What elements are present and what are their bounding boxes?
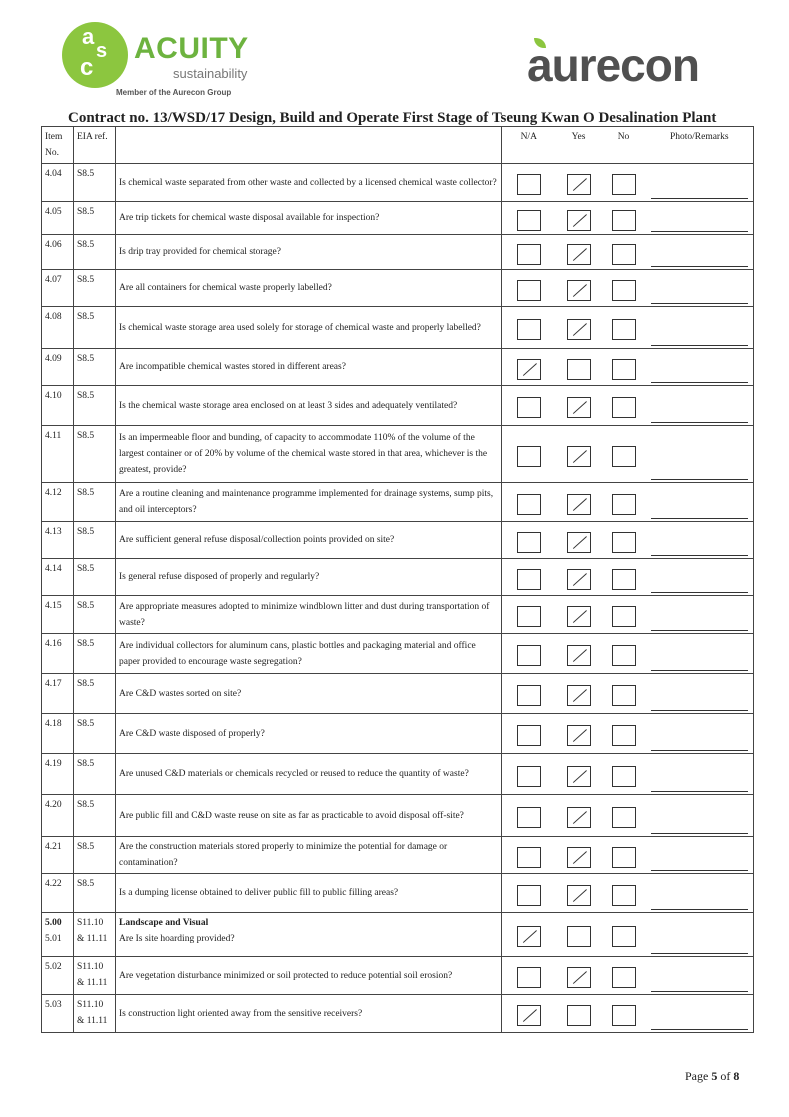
remarks-cell <box>646 559 754 596</box>
table-row <box>42 874 754 913</box>
item-number: 4.14 <box>42 559 74 596</box>
eia-ref: S8.5 <box>74 270 116 307</box>
item-number: 5.03 <box>42 995 74 1033</box>
eia-ref: S8.5 <box>74 164 116 202</box>
table-row <box>42 559 754 596</box>
page-number <box>685 1069 739 1084</box>
table-row <box>42 522 754 559</box>
checkbox-no[interactable] <box>612 532 636 553</box>
question-text: Are sufficient general refuse disposal/collection points provided on site? <box>116 522 502 559</box>
no-cell <box>602 386 646 426</box>
no-cell <box>602 307 646 349</box>
yes-cell <box>556 795 602 837</box>
yes-cell <box>556 559 602 596</box>
checkbox-yes-checked[interactable] <box>567 244 591 265</box>
yes-cell <box>556 995 602 1033</box>
no-cell <box>602 596 646 634</box>
question-text: Are trip tickets for chemical waste disposal available for inspection? <box>116 202 502 235</box>
no-cell <box>602 957 646 995</box>
eia-ref: S8.5 <box>74 307 116 349</box>
table-row <box>42 754 754 795</box>
remarks-line[interactable] <box>651 402 749 423</box>
checkbox-yes-checked[interactable] <box>567 397 591 418</box>
question-text: Is general refuse disposed of properly and regularly? <box>116 559 502 596</box>
table-row <box>42 235 754 270</box>
table-row <box>42 957 754 995</box>
section-number: 5.00 <box>45 918 62 928</box>
remarks-line[interactable] <box>651 971 749 992</box>
checkbox-na[interactable] <box>517 494 541 515</box>
checkbox-no[interactable] <box>612 359 636 380</box>
acuity-member-line: Member of the Aurecon Group <box>116 88 232 97</box>
checkbox-na[interactable] <box>517 645 541 666</box>
no-cell <box>602 634 646 674</box>
col-no-header: No <box>602 127 646 164</box>
remarks-cell <box>646 754 754 795</box>
checkbox-na-checked[interactable] <box>517 926 541 947</box>
section-heading: Landscape and Visual <box>119 918 209 928</box>
remarks-cell <box>646 349 754 386</box>
yes-cell <box>556 164 602 202</box>
question-text: Are individual collectors for aluminum cans, plastic bottles and packaging material and office paper provided to encourage waste segregation? <box>116 634 502 674</box>
checkbox-yes[interactable] <box>567 1005 591 1026</box>
page-current: 5 <box>711 1069 718 1083</box>
acuity-logo <box>62 22 282 102</box>
checkbox-no[interactable] <box>612 606 636 627</box>
remarks-cell <box>646 386 754 426</box>
no-cell <box>602 714 646 754</box>
yes-cell <box>556 349 602 386</box>
acuity-tagline: sustainability <box>173 66 248 81</box>
table-row <box>42 837 754 874</box>
yes-cell <box>556 202 602 235</box>
checkbox-yes[interactable] <box>567 359 591 380</box>
question-text: Are unused C&D materials or chemicals recycled or reused to reduce the quantity of waste? <box>116 754 502 795</box>
checkbox-no[interactable] <box>612 847 636 868</box>
remarks-line[interactable] <box>651 572 749 593</box>
checkbox-yes-checked[interactable] <box>567 766 591 787</box>
checkbox-yes-checked[interactable] <box>567 319 591 340</box>
checkbox-na[interactable] <box>517 885 541 906</box>
remarks-cell <box>646 307 754 349</box>
no-cell <box>602 202 646 235</box>
remarks-line[interactable] <box>651 211 749 232</box>
eia-ref: S8.5 <box>74 426 116 483</box>
yes-cell <box>556 874 602 913</box>
item-number: 4.15 <box>42 596 74 634</box>
yes-cell <box>556 837 602 874</box>
yes-cell <box>556 426 602 483</box>
question-text: Is chemical waste separated from other waste and collected by a licensed chemical waste collector? <box>116 164 502 202</box>
no-cell <box>602 995 646 1033</box>
item-number: 4.19 <box>42 754 74 795</box>
checkbox-no[interactable] <box>612 967 636 988</box>
no-cell <box>602 913 646 957</box>
na-cell <box>502 559 556 596</box>
remarks-cell <box>646 913 754 957</box>
table-header-row <box>42 127 754 164</box>
yes-cell <box>556 714 602 754</box>
question-text: Are all containers for chemical waste properly labelled? <box>116 270 502 307</box>
checkbox-yes-checked[interactable] <box>567 725 591 746</box>
item-number <box>42 913 74 957</box>
item-number-text: 5.01 <box>45 934 62 944</box>
checkbox-yes-checked[interactable] <box>567 446 591 467</box>
question-text: Is drip tray provided for chemical storage? <box>116 235 502 270</box>
remarks-line[interactable] <box>651 498 749 519</box>
table-row <box>42 164 754 202</box>
checkbox-na[interactable] <box>517 446 541 467</box>
table-row <box>42 596 754 634</box>
table-row <box>42 386 754 426</box>
page-total: 8 <box>733 1069 740 1083</box>
item-number: 4.22 <box>42 874 74 913</box>
na-cell <box>502 957 556 995</box>
checkbox-yes-checked[interactable] <box>567 967 591 988</box>
checkbox-na[interactable] <box>517 532 541 553</box>
checkbox-yes-checked[interactable] <box>567 807 591 828</box>
remarks-line[interactable] <box>651 535 749 556</box>
checkbox-no[interactable] <box>612 244 636 265</box>
item-number: 4.06 <box>42 235 74 270</box>
eia-ref: S11.10 & 11.11 <box>74 957 116 995</box>
table-row <box>42 483 754 522</box>
no-cell <box>602 522 646 559</box>
checkbox-no[interactable] <box>612 725 636 746</box>
checkbox-yes-checked[interactable] <box>567 210 591 231</box>
remarks-cell <box>646 164 754 202</box>
no-cell <box>602 674 646 714</box>
eia-ref: S11.10 & 11.11 <box>74 995 116 1033</box>
no-cell <box>602 426 646 483</box>
checkbox-no[interactable] <box>612 685 636 706</box>
eia-ref: S11.10 & 11.11 <box>74 913 116 957</box>
table-row <box>42 714 754 754</box>
table-row <box>42 349 754 386</box>
remarks-cell <box>646 714 754 754</box>
question-text: Are incompatible chemical wastes stored in different areas? <box>116 349 502 386</box>
remarks-line[interactable] <box>651 650 749 671</box>
na-cell <box>502 596 556 634</box>
checkbox-yes-checked[interactable] <box>567 606 591 627</box>
na-cell <box>502 202 556 235</box>
item-number: 4.04 <box>42 164 74 202</box>
eia-ref: S8.5 <box>74 874 116 913</box>
question-text: Is the chemical waste storage area enclosed on at least 3 sides and adequately ventilated? <box>116 386 502 426</box>
no-cell <box>602 270 646 307</box>
no-cell <box>602 483 646 522</box>
checkbox-na[interactable] <box>517 174 541 195</box>
question-text: Are appropriate measures adopted to minimize windblown litter and dust during transportation of waste? <box>116 596 502 634</box>
yes-cell <box>556 522 602 559</box>
eia-ref: S8.5 <box>74 522 116 559</box>
item-number: 4.09 <box>42 349 74 386</box>
remarks-line[interactable] <box>651 362 749 383</box>
remarks-line[interactable] <box>651 690 749 711</box>
document-title: Contract no. 13/WSD/17 Design, Build and Operate First Stage of Tseung Kwan O Desalination Plant <box>68 110 717 126</box>
remarks-cell <box>646 270 754 307</box>
question-line: Are Is site hoarding provided? <box>119 934 235 944</box>
table-row <box>42 674 754 714</box>
table-row <box>42 202 754 235</box>
yes-cell <box>556 483 602 522</box>
remarks-cell <box>646 596 754 634</box>
eia-ref: S8.5 <box>74 483 116 522</box>
col-eia-header: EIA ref. <box>74 127 116 164</box>
checkbox-yes-checked[interactable] <box>567 280 591 301</box>
remarks-cell <box>646 634 754 674</box>
question-text: Is an impermeable floor and bunding, of capacity to accommodate 110% of the volume of the largest container or of 20% by volume of the chemical waste stored in that area, whichever is the greatest, provide? <box>116 426 502 483</box>
no-cell <box>602 874 646 913</box>
remarks-line[interactable] <box>651 813 749 834</box>
checkbox-na[interactable] <box>517 280 541 301</box>
no-cell <box>602 164 646 202</box>
na-cell <box>502 995 556 1033</box>
checkbox-no[interactable] <box>612 319 636 340</box>
checkbox-no[interactable] <box>612 446 636 467</box>
question-text: Is construction light oriented away from the sensitive receivers? <box>116 995 502 1033</box>
na-cell <box>502 754 556 795</box>
yes-cell <box>556 596 602 634</box>
question-text: Are the construction materials stored properly to minimize the potential for damage or contamination? <box>116 837 502 874</box>
checkbox-no[interactable] <box>612 926 636 947</box>
item-number: 4.20 <box>42 795 74 837</box>
item-number: 4.21 <box>42 837 74 874</box>
eia-ref: S8.5 <box>74 202 116 235</box>
remarks-line[interactable] <box>651 610 749 631</box>
na-cell <box>502 913 556 957</box>
item-number: 4.05 <box>42 202 74 235</box>
remarks-cell <box>646 837 754 874</box>
remarks-line[interactable] <box>651 850 749 871</box>
logo-mark-letter: a <box>82 24 95 49</box>
checkbox-na[interactable] <box>517 685 541 706</box>
eia-ref: S8.5 <box>74 559 116 596</box>
checkbox-no[interactable] <box>612 397 636 418</box>
eia-ref: S8.5 <box>74 795 116 837</box>
item-number: 5.02 <box>42 957 74 995</box>
na-cell <box>502 874 556 913</box>
yes-cell <box>556 754 602 795</box>
checkbox-na[interactable] <box>517 725 541 746</box>
yes-cell <box>556 386 602 426</box>
remarks-line[interactable] <box>651 1009 749 1030</box>
question-text: Are vegetation disturbance minimized or soil protected to reduce potential soil erosion? <box>116 957 502 995</box>
eia-ref: S8.5 <box>74 754 116 795</box>
checkbox-no[interactable] <box>612 645 636 666</box>
checkbox-no[interactable] <box>612 174 636 195</box>
na-cell <box>502 634 556 674</box>
na-cell <box>502 714 556 754</box>
checkbox-yes-checked[interactable] <box>567 174 591 195</box>
checkbox-na-checked[interactable] <box>517 359 541 380</box>
acuity-mark-icon <box>62 22 128 88</box>
yes-cell <box>556 957 602 995</box>
remarks-cell <box>646 483 754 522</box>
item-number: 4.07 <box>42 270 74 307</box>
checkbox-no[interactable] <box>612 494 636 515</box>
na-cell <box>502 483 556 522</box>
checkbox-na[interactable] <box>517 807 541 828</box>
no-cell <box>602 235 646 270</box>
table-row <box>42 307 754 349</box>
table-row <box>42 995 754 1033</box>
page-of-label: of <box>720 1069 731 1083</box>
eia-ref: S8.5 <box>74 837 116 874</box>
eia-ref: S8.5 <box>74 596 116 634</box>
checkbox-na[interactable] <box>517 766 541 787</box>
na-cell <box>502 386 556 426</box>
checkbox-no[interactable] <box>612 210 636 231</box>
item-number: 4.08 <box>42 307 74 349</box>
na-cell <box>502 522 556 559</box>
remarks-line[interactable] <box>651 325 749 346</box>
remarks-cell <box>646 995 754 1033</box>
na-cell <box>502 307 556 349</box>
checkbox-yes-checked[interactable] <box>567 685 591 706</box>
checkbox-na[interactable] <box>517 569 541 590</box>
yes-cell <box>556 307 602 349</box>
aurecon-logo <box>527 38 742 90</box>
item-number: 4.17 <box>42 674 74 714</box>
checkbox-no[interactable] <box>612 807 636 828</box>
checkbox-na-checked[interactable] <box>517 1005 541 1026</box>
question-text: Is chemical waste storage area used solely for storage of chemical waste and properly labelled? <box>116 307 502 349</box>
remarks-cell <box>646 202 754 235</box>
checkbox-yes[interactable] <box>567 926 591 947</box>
checkbox-na[interactable] <box>517 397 541 418</box>
table-row <box>42 913 754 957</box>
yes-cell <box>556 913 602 957</box>
checkbox-no[interactable] <box>612 766 636 787</box>
remarks-cell <box>646 874 754 913</box>
item-number: 4.11 <box>42 426 74 483</box>
na-cell <box>502 426 556 483</box>
remarks-line[interactable] <box>651 283 749 304</box>
eia-ref: S8.5 <box>74 349 116 386</box>
no-cell <box>602 754 646 795</box>
question-text: Are C&D wastes sorted on site? <box>116 674 502 714</box>
col-na-header: N/A <box>502 127 556 164</box>
checkbox-yes-checked[interactable] <box>567 847 591 868</box>
checkbox-na[interactable] <box>517 606 541 627</box>
no-cell <box>602 559 646 596</box>
no-cell <box>602 795 646 837</box>
yes-cell <box>556 674 602 714</box>
item-number: 4.10 <box>42 386 74 426</box>
remarks-line[interactable] <box>651 889 749 910</box>
eia-ref: S8.5 <box>74 235 116 270</box>
na-cell <box>502 837 556 874</box>
col-question-header <box>116 127 502 164</box>
remarks-line[interactable] <box>651 459 749 480</box>
table-row <box>42 634 754 674</box>
no-cell <box>602 837 646 874</box>
eia-ref: S8.5 <box>74 634 116 674</box>
remarks-line[interactable] <box>651 771 749 792</box>
na-cell <box>502 235 556 270</box>
checklist-table <box>41 126 754 1033</box>
checkbox-no[interactable] <box>612 280 636 301</box>
col-yes-header: Yes <box>556 127 602 164</box>
na-cell <box>502 349 556 386</box>
checkbox-na[interactable] <box>517 967 541 988</box>
col-item-header: Item No. <box>42 127 74 164</box>
eia-ref: S8.5 <box>74 386 116 426</box>
acuity-name: ACUITY <box>134 32 249 65</box>
logo-mark-letter: c <box>80 54 94 81</box>
item-number: 4.13 <box>42 522 74 559</box>
checkbox-yes-checked[interactable] <box>567 494 591 515</box>
remarks-cell <box>646 674 754 714</box>
remarks-cell <box>646 522 754 559</box>
checkbox-no[interactable] <box>612 885 636 906</box>
question-text: Are public fill and C&D waste reuse on site as far as practicable to avoid disposal off-site? <box>116 795 502 837</box>
question-text: Are C&D waste disposed of properly? <box>116 714 502 754</box>
yes-cell <box>556 235 602 270</box>
remarks-line[interactable] <box>651 730 749 751</box>
table-row <box>42 795 754 837</box>
item-number: 4.16 <box>42 634 74 674</box>
checkbox-yes-checked[interactable] <box>567 569 591 590</box>
page-label: Page <box>685 1069 709 1083</box>
logo-mark-letter: s <box>96 40 108 62</box>
yes-cell <box>556 270 602 307</box>
remarks-cell <box>646 426 754 483</box>
question-text: Is a dumping license obtained to deliver public fill to public filling areas? <box>116 874 502 913</box>
remarks-line[interactable] <box>651 246 749 267</box>
item-number: 4.18 <box>42 714 74 754</box>
checkbox-na[interactable] <box>517 319 541 340</box>
na-cell <box>502 164 556 202</box>
no-cell <box>602 349 646 386</box>
yes-cell <box>556 634 602 674</box>
remarks-line[interactable] <box>651 933 749 954</box>
question-text <box>116 913 502 957</box>
question-text: Are a routine cleaning and maintenance programme implemented for drainage systems, sump pits, and oil interceptors? <box>116 483 502 522</box>
aurecon-name: aurecon <box>527 39 699 91</box>
remarks-cell <box>646 795 754 837</box>
eia-ref: S8.5 <box>74 674 116 714</box>
checkbox-no[interactable] <box>612 569 636 590</box>
remarks-cell <box>646 957 754 995</box>
checkbox-yes-checked[interactable] <box>567 645 591 666</box>
table-row <box>42 426 754 483</box>
na-cell <box>502 270 556 307</box>
eia-ref: S8.5 <box>74 714 116 754</box>
na-cell <box>502 674 556 714</box>
item-number: 4.12 <box>42 483 74 522</box>
remarks-cell <box>646 235 754 270</box>
table-row <box>42 270 754 307</box>
checkbox-na[interactable] <box>517 210 541 231</box>
checkbox-no[interactable] <box>612 1005 636 1026</box>
checkbox-yes-checked[interactable] <box>567 885 591 906</box>
remarks-line[interactable] <box>651 178 749 199</box>
col-remarks-header: Photo/Remarks <box>646 127 754 164</box>
checkbox-na[interactable] <box>517 244 541 265</box>
na-cell <box>502 795 556 837</box>
checkbox-yes-checked[interactable] <box>567 532 591 553</box>
checkbox-na[interactable] <box>517 847 541 868</box>
